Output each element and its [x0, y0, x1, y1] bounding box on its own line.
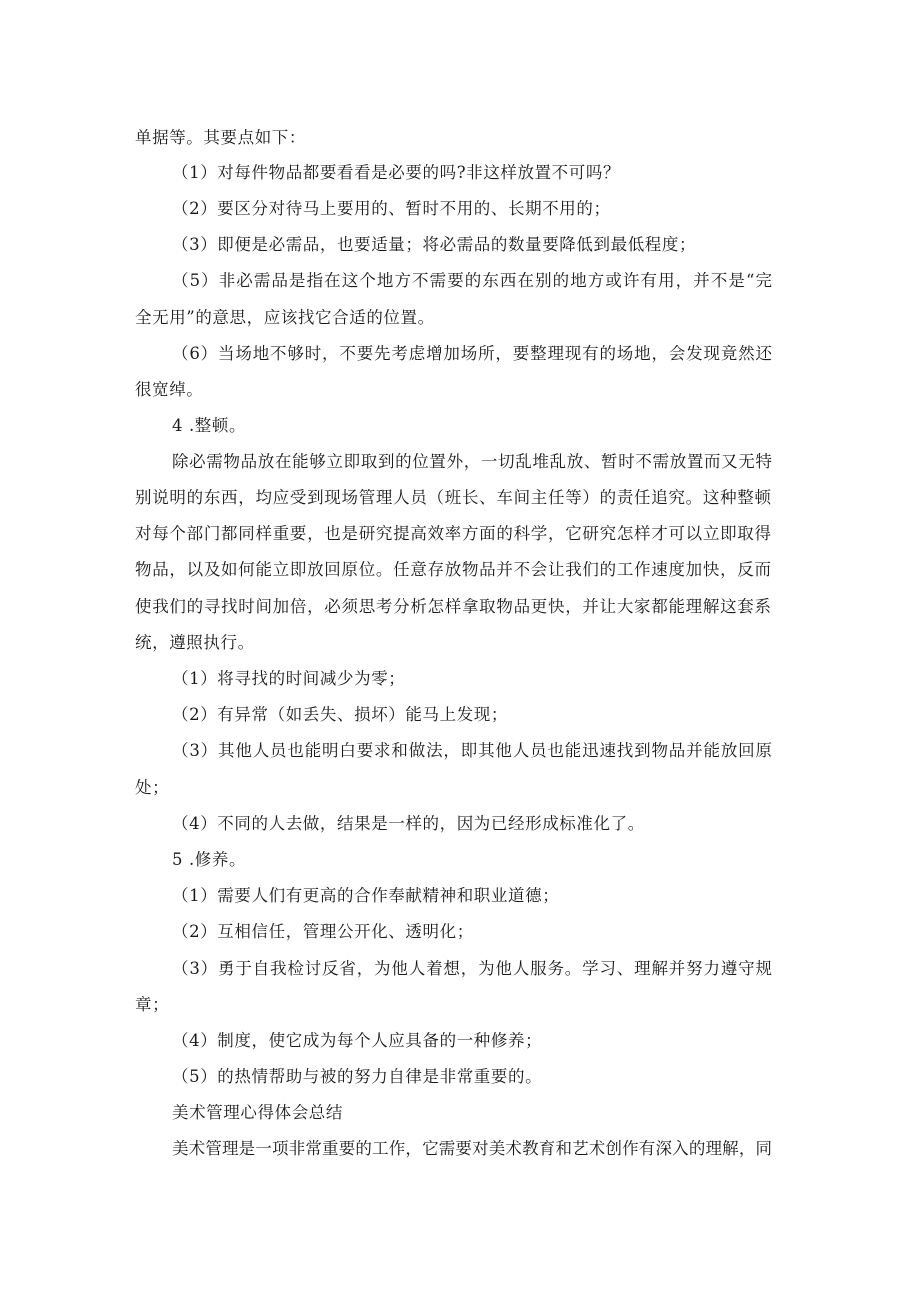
section-heading: 5 .修养。 [172, 850, 247, 869]
paragraph-line: 美术管理是一项非常重要的工作，它需要对美术教育和艺术创作有深入的理解，同 [172, 1139, 772, 1158]
list-item: （2）要区分对待马上要用的、暂时不用的、长期不用的； [172, 199, 611, 218]
paragraph-line: 除必需物品放在能够立即取到的位置外，一切乱堆乱放、暂时不需放置而又无特 [172, 452, 772, 471]
text-line: 章； [135, 995, 170, 1014]
list-item: （4）不同的人去做，结果是一样的，因为已经形成标准化了。 [172, 814, 645, 833]
text-line: 全无用”的意思，应该找它合适的位置。 [135, 308, 435, 327]
list-item: （2）有异常（如丢失、损坏）能马上发现； [172, 705, 508, 724]
list-item: （2）互相信任，管理公开化、透明化； [172, 922, 474, 941]
section-title: 美术管理心得体会总结 [172, 1103, 343, 1122]
paragraph-line: 物品，以及如何能立即放回原位。任意存放物品并不会让我们的工作速度加快，反而 [135, 560, 771, 579]
text-line: 很宽绰。 [135, 380, 204, 399]
list-item: （3）即便是必需品，也要适量；将必需品的数量要降低到最低程度； [172, 235, 697, 254]
paragraph-line: 别说明的东西，均应受到现场管理人员（班长、车间主任等）的责任追究。这种整顿 [135, 488, 771, 507]
list-item: （6）当场地不够时，不要先考虑增加场所，要整理现有的场地，会发现竟然还 [172, 344, 772, 363]
list-item: （5）的热情帮助与被的努力自律是非常重要的。 [172, 1067, 543, 1086]
paragraph-line: 使我们的寻找时间加倍，必须思考分析怎样拿取物品更快，并让大家都能理解这套系 [135, 597, 771, 616]
paragraph-line: 统，遵照执行。 [135, 633, 255, 652]
text-line: 单据等。其要点如下： [135, 128, 306, 147]
list-item: （3）勇于自我检讨反省，为他人着想，为他人服务。学习、理解并努力遵守规 [172, 959, 772, 978]
section-heading: 4 .整顿。 [172, 416, 247, 435]
list-item: （1）将寻找的时间减少为零； [172, 669, 406, 688]
list-item: （3）其他人员也能明白要求和做法，即其他人员也能迅速找到物品并能放回原 [172, 741, 772, 760]
list-item: （5）非必需品是指在这个地方不需要的东西在别的地方或许有用，并不是“完 [172, 271, 772, 290]
paragraph-line: 对每个部门都同样重要，也是研究提高效率方面的科学，它研究怎样才可以立即取得 [135, 524, 771, 543]
list-item: （1）需要人们有更高的合作奉献精神和职业道德； [172, 886, 560, 905]
text-line: 处； [135, 778, 170, 797]
list-item: （1）对每件物品都要看看是必要的吗?非这样放置不可吗？ [172, 163, 621, 182]
list-item: （4）制度，使它成为每个人应具备的一种修养； [172, 1031, 543, 1050]
